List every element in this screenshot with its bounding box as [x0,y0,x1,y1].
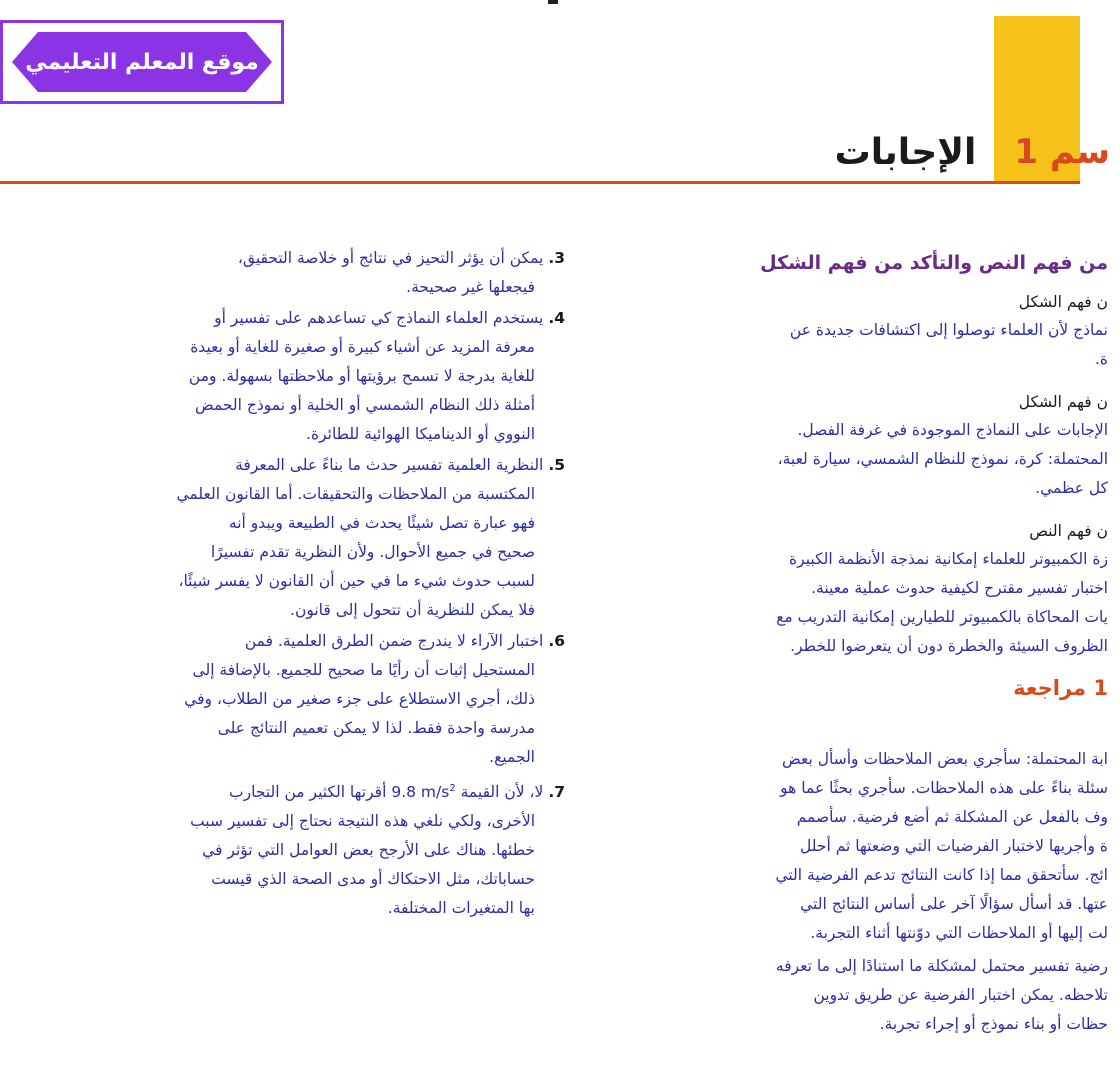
item-number: 7. [548,783,565,802]
review-para1-line: ة وأجريها لاختبار الفرضيات التي وضعتها ثم أحلل [800,837,1108,855]
item-line: فيجعلها غير صحيحة. [406,278,535,296]
item-line: يستخدم العلماء النماذج كي تساعدهم على تفسير أو [214,309,544,327]
item-line: اختبار الآراء لا يندرج ضمن الطرق العلمية. فمن [244,632,544,650]
item-line: فلا يمكن للنظرية أن تتحول إلى قانون. [290,601,535,619]
left-column [20,244,565,925]
item-line: لسبب حدوث شيء ما في حين أن القانون لا يفسر شيئًا، [178,572,535,590]
section-header [834,126,1110,178]
review-para1-line: لت إليها أو الملاحظات التي دوّنتها أثناء التجربة. [810,924,1108,942]
review-para1-line: وف بالفعل عن المشكلة ثم أضع فرضية. سأصمم [796,808,1108,826]
block-2-line: المحتملة: كرة، نموذج للنظام الشمسي، سيارة لعبة، [777,450,1108,468]
exponent: 2 [449,783,456,794]
right-heading: من فهم النص والتأكد من فهم الشكل [760,252,1108,274]
review-para1-line: سئلة بناءً على هذه الملاحظات. سأجري بحثًا عما هو [780,779,1108,797]
review-para2-line: حظات أو بناء نموذج أو إجراء تجربة. [879,1015,1108,1033]
item-line: ذلك، أجري الاستطلاع على جزء صغير من الطلاب، وفي [184,690,535,708]
item-number: 5. [548,456,565,474]
right-column [628,248,1108,1039]
teacher-site-badge[interactable] [0,20,284,104]
item-line: للغاية بدرجة لا تسمح برؤيتها أو ملاحظتها بسهولة. ومن [188,367,535,385]
page-title: الإجابات [834,131,977,173]
item-line: النظرية العلمية تفسير حدث ما بناءً على المعرفة [235,456,544,474]
item-line: خطئها. هناك على الأرجح بعض العوامل التي تؤثر في [202,841,535,860]
item-line: مدرسة واحدة فقط. لذا لا يمكن تعميم النتائج على [217,719,535,737]
block-2-line: كل عظمي. [1035,479,1108,497]
item-line: معرفة المزيد عن أشياء كبيرة أو صغيرة للغاية أو بعيدة [190,338,535,356]
item-line: المستحيل إثبات أن رأيًا ما صحيح للجميع. بالإضافة إلى [192,661,535,679]
review-para1-line: ائج. سأتحقق مما إذا كانت النتائج تدعم الفرضية التي [775,866,1108,884]
block-3-line: الظروف السيئة والخطرة دون أن يتعرضوا للخطر. [790,637,1108,655]
answer-item-4 [20,304,565,449]
item-line: الجميع. [489,748,535,766]
item-line: الأخرى، ولكي نلغي هذه النتيجة نحتاج إلى تفسير سبب [190,812,535,831]
item-line-prefix: لا، لأن القيمة [460,783,544,802]
item-number: 6. [548,632,565,650]
item-line: أمثلة ذلك النظام الشمسي أو الخلية أو نموذج الحمض [194,396,535,414]
item-number: 4. [548,309,565,327]
item-line: بها المتغيرات المختلفة. [387,899,535,918]
item-line: النووي أو الديناميكا الهوائية للطائرة. [306,425,535,443]
block-3-line: اختبار تفسير مقترح لكيفية حدوث عملية معينة. [811,579,1108,597]
answer-item-3 [20,244,565,302]
answer-item-6 [20,627,565,772]
block-1-line: ة. [1094,350,1108,368]
review-para2-line: رضية تفسير محتمل لمشكلة ما استنادًا إلى ما تعرفه [775,957,1108,975]
block-1-line: نماذج لأن العلماء توصلوا إلى اكتشافات جديدة عن [789,321,1108,339]
header-divider [0,181,1080,184]
item-line: يمكن أن يؤثر التحيز في نتائج أو خلاصة التحقيق، [237,249,544,267]
block-3-line: يات المحاكاة بالكمبيوتر للطيارين إمكانية التدريب مع [776,608,1108,626]
item-line: صحيح في جميع الأحوال. ولأن النظرية تقدم تفسيرًا [210,543,535,561]
review-para1-line: عتها. قد أسأل سؤالًا آخر على أساس النتائج التي [800,895,1108,913]
block-1-sub: ن فهم الشكل [1018,293,1108,311]
block-3-line: زة الكمبيوتر للعلماء إمكانية نمذجة الأنظمة الكبيرة [789,550,1108,568]
item-line: حساباتك، مثل الاحتكاك أو مدى الصحة الذي قيست [211,870,535,889]
answer-item-7 [20,774,565,923]
item-number: 3. [548,249,565,267]
block-3-sub: ن فهم النص [1029,522,1108,540]
item-line: فهو عبارة تصل شيئًا يحدث في الطبيعة ويبدو أنه [228,514,535,532]
item-line-suffix: أقرتها الكثير من التجارب [229,783,387,802]
review-para1-line: ابة المحتملة: سأجري بعض الملاحظات وأسأل بعض [782,750,1108,768]
badge-label: موقع المعلم التعليمي [25,49,259,75]
review-para2-line: تلاحظه. يمكن اختبار الفرضية عن طريق تدوين [813,986,1108,1004]
acceleration-value: 9.8 m/s [391,783,450,802]
review-heading: 1 مراجعة [1013,676,1108,700]
block-2-sub: ن فهم الشكل [1018,393,1108,411]
block-2-line: الإجابات على النماذج الموجودة في غرفة الفصل. [797,421,1108,439]
answer-item-5 [20,451,565,625]
item-line: المكتسبة من الملاحظات والتحقيقات. أما القانون العلمي [176,485,535,503]
section-number: سم 1 [1014,132,1110,172]
top-edge-mark [548,0,558,4]
